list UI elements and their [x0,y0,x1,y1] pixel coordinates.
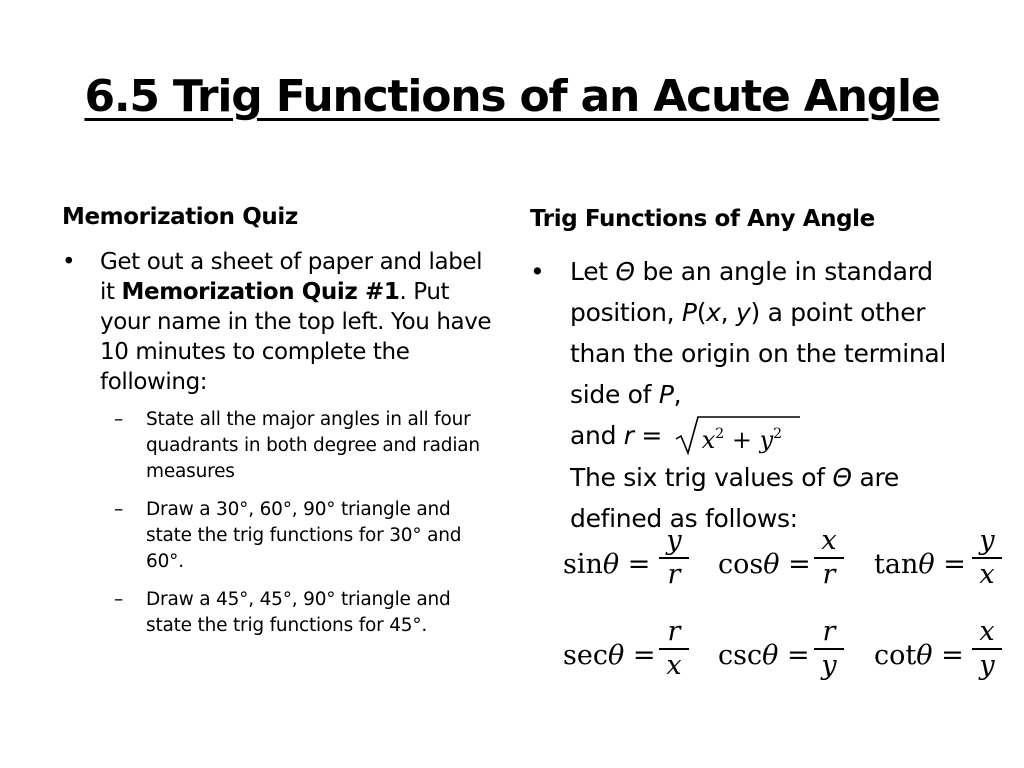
text-run: a point other than the origin on the terminal side of [570,298,947,409]
var-x: x [706,298,721,327]
fraction [814,618,844,680]
fraction [972,618,1002,680]
function-name: cos [718,549,764,580]
radius-formula [674,417,802,457]
equals-sign: = [943,549,966,580]
formula-lhs [874,641,964,671]
left-bullet-text-end: . Put your name in the top left. You have 10 minutes to complete the following: [100,279,492,395]
fraction [659,618,689,680]
equals-sign: = [632,640,656,671]
var-y: y [759,426,774,454]
numerator: r [822,616,836,647]
theta-symbol: Θ [832,463,852,492]
left-column-heading: Memorization Quiz [62,204,298,230]
quiz-name: Memorization Quiz #1 [121,279,400,305]
equals-sign: = [788,549,811,580]
theta-symbol: θ [602,549,620,580]
denominator: x [666,650,682,681]
text-run: ) [750,298,760,327]
quiz-task-text: State all the major angles in all four quadrants in both degree and radian measures [146,409,480,482]
point-p: P [658,380,674,409]
theta-symbol: Θ [615,257,635,286]
exponent: 2 [773,426,783,442]
slide-title-text: 6.5 Trig Functions of an Acute Angle [84,71,940,122]
var-x: x [701,426,716,454]
function-name: tan [874,549,919,580]
equals-sign: = [786,640,810,671]
text-run: The six trig values of [570,463,833,492]
left-bullet-text [100,247,492,397]
text-run: and [570,421,624,450]
quiz-task-item [62,407,492,485]
denominator: r [667,559,681,590]
quiz-task-text: Draw a 30°, 60°, 90° triangle and state the trig functions for 30° and 60°. [146,499,462,572]
left-bullet-item [62,247,492,651]
var-y: y [735,298,751,327]
denominator: x [979,559,995,590]
exponent: 2 [715,426,725,442]
formula-lhs [718,550,811,580]
dash-marker: – [114,409,124,430]
quiz-task-list [62,407,492,639]
left-bullet-text-start: Get out a sheet of paper and label it [100,249,483,305]
theta-symbol: θ [607,640,625,671]
text-run: ( [696,298,707,327]
quiz-task-item [62,587,492,639]
denominator: y [821,650,837,681]
dash-marker: – [114,499,124,520]
function-name: sin [563,549,603,580]
formula-lhs [874,550,966,580]
numerator: x [821,525,837,556]
text-run: , [720,298,736,327]
equals-sign: = [627,549,651,580]
numerator: y [666,525,682,556]
text-run: Let [570,257,616,286]
text-run: are defined as follows: [570,463,899,533]
fraction [659,527,689,589]
function-name: cot [874,640,917,671]
function-name: csc [718,640,763,671]
theta-symbol: θ [918,549,935,580]
bullet-marker: • [62,249,76,275]
bullet-marker: • [530,257,545,286]
quiz-task-text: Draw a 45°, 45°, 90° triangle and state the trig functions for 45°. [146,589,451,636]
text-run: , [673,380,682,409]
numerator: r [667,616,681,647]
point-p: P [681,298,697,327]
fraction [972,527,1002,589]
dash-marker: – [114,589,124,610]
fraction [814,527,844,589]
formula-lhs [718,641,810,671]
text-run: be an angle in standard position, [570,257,933,327]
plus-sign: + [724,426,760,454]
numerator: x [979,616,995,647]
slide-title [0,66,1024,128]
right-bullet-text [570,251,970,539]
radicand [702,419,782,455]
quiz-task-item [62,497,492,575]
numerator: y [979,525,995,556]
equals-sign: = [941,640,964,671]
formula-lhs [563,641,655,671]
right-column-heading: Trig Functions of Any Angle [530,206,875,232]
theta-symbol: θ [762,640,779,671]
text-run: = [633,421,670,450]
theta-symbol: θ [763,549,780,580]
theta-symbol: θ [916,640,933,671]
var-r: r [623,421,634,450]
formula-lhs [563,550,650,580]
right-bullet-item [530,251,970,539]
denominator: r [822,559,836,590]
function-name: sec [563,640,608,671]
denominator: y [979,650,995,681]
